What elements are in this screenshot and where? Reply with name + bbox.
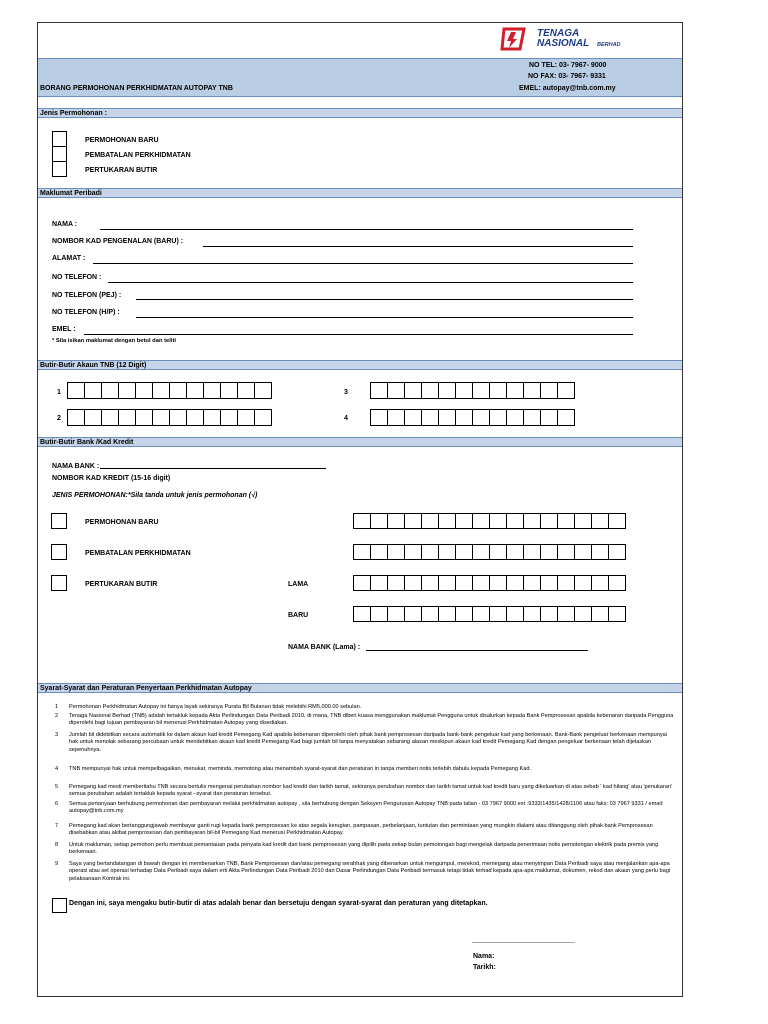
digit-cell[interactable] [490, 575, 507, 591]
bank-option-baru: PERMOHONAN BARU [85, 519, 159, 526]
digit-cell[interactable] [119, 409, 136, 426]
signature-dashes: ------------------------------------------------------------------- [472, 940, 575, 946]
note-isikan: * Sila isikan maklumat dengan betul dan teliti [52, 338, 177, 344]
digit-cell[interactable] [354, 513, 371, 529]
kad-baru-pertukaran-digits[interactable] [353, 606, 626, 622]
checkbox-pembatalan[interactable] [52, 146, 67, 162]
label-tel-pej: NO TELEFON (PEJ) : [52, 292, 122, 299]
label-lama: LAMA [288, 581, 309, 588]
digit-cell[interactable] [371, 606, 388, 622]
digit-cell[interactable] [187, 409, 204, 426]
section-akaun-tnb: Butir-Butir Akaun TNB (12 Digit) [38, 360, 682, 370]
digit-cell[interactable] [371, 513, 388, 529]
digit-cell[interactable] [473, 575, 490, 591]
digit-cell[interactable] [354, 544, 371, 560]
digit-cell[interactable] [609, 606, 626, 622]
digit-cell[interactable] [136, 409, 153, 426]
digit-cell[interactable] [439, 544, 456, 560]
digit-cell[interactable] [354, 606, 371, 622]
digit-cell[interactable] [541, 575, 558, 591]
label-baru: BARU [288, 612, 309, 619]
field-tel[interactable] [108, 282, 633, 283]
digit-cell[interactable] [439, 606, 456, 622]
field-ic[interactable] [203, 246, 633, 247]
bank-checkbox-baru[interactable] [51, 513, 67, 529]
akaun-label-3: 3 [344, 389, 348, 396]
digit-cell[interactable] [153, 382, 170, 399]
label-jenis-permohonan: JENIS PERMOHONAN:*Sila tanda untuk jenis permohonan (√) [52, 492, 258, 499]
akaun-3-digits[interactable] [370, 382, 575, 399]
digit-cell[interactable] [221, 409, 238, 426]
digit-cell[interactable] [388, 513, 405, 529]
section-maklumat-peribadi: Maklumat Peribadi [38, 188, 682, 198]
digit-cell[interactable] [255, 409, 272, 426]
digit-cell[interactable] [388, 575, 405, 591]
section-bank: Butir-Butir Bank /Kad Kredit [38, 437, 682, 447]
term-4: 4 TNB mempunyai hak untuk mempelbagaikan, menukar, meminda, memotong atau menambah syarat-syarat dan peraturan in tanpa memberi notis terlebih dahulu kepada Pemegang Kad. [55, 766, 532, 772]
digit-cell[interactable] [541, 513, 558, 529]
digit-cell[interactable] [371, 575, 388, 591]
digit-cell[interactable] [473, 409, 490, 426]
digit-cell[interactable] [388, 544, 405, 560]
digit-cell[interactable] [68, 382, 85, 399]
label-emel: EMEL : [52, 326, 76, 333]
digit-cell[interactable] [388, 409, 405, 426]
kad-lama-digits[interactable] [353, 575, 626, 591]
digit-cell[interactable] [439, 382, 456, 399]
digit-cell[interactable] [575, 513, 592, 529]
digit-cell[interactable] [422, 606, 439, 622]
option-pertukaran: PERTUKARAN BUTIR [85, 167, 158, 174]
digit-cell[interactable] [119, 382, 136, 399]
akaun-label-1: 1 [57, 389, 61, 396]
digit-cell[interactable] [136, 382, 153, 399]
digit-cell[interactable] [541, 382, 558, 399]
bank-option-pembatalan: PEMBATALAN PERKHIDMATAN [85, 550, 191, 557]
digit-cell[interactable] [558, 606, 575, 622]
digit-cell[interactable] [490, 544, 507, 560]
digit-cell[interactable] [238, 409, 255, 426]
digit-cell[interactable] [575, 575, 592, 591]
digit-cell[interactable] [507, 544, 524, 560]
digit-cell[interactable] [170, 409, 187, 426]
form-title: BORANG PERMOHONAN PERKHIDMATAN AUTOPAY TNB [40, 85, 233, 92]
digit-cell[interactable] [221, 382, 238, 399]
digit-cell[interactable] [609, 544, 626, 560]
digit-cell[interactable] [456, 513, 473, 529]
digit-cell[interactable] [405, 575, 422, 591]
digit-cell[interactable] [592, 513, 609, 529]
digit-cell[interactable] [405, 382, 422, 399]
digit-cell[interactable] [85, 382, 102, 399]
checkbox-permohonan-baru[interactable] [52, 131, 67, 147]
digit-cell[interactable] [371, 382, 388, 399]
digit-cell[interactable] [592, 575, 609, 591]
digit-cell[interactable] [609, 575, 626, 591]
contact-email: EMEL: autopay@tnb.com.my [519, 85, 616, 92]
term-6: 6 Semua pertanyaan berhubung permohonan dan pembayaran melalui perkhidmatan autopay , sila berhubung dengan Seksyen Pengurusan Autopay TNB pada talian - 03 7967 9000 ext :9333/1435/1428/1106 atau faks: 03 7967 9331 / email: autopay@tnb.com.my [55, 801, 664, 815]
digit-cell[interactable] [354, 575, 371, 591]
digit-cell[interactable] [422, 544, 439, 560]
field-tel-hp[interactable] [136, 317, 633, 318]
digit-cell[interactable] [204, 409, 221, 426]
digit-cell[interactable] [102, 409, 119, 426]
digit-cell[interactable] [473, 382, 490, 399]
term-7: 7 Pemegang kad akan bertanggungjawab membayar ganti rugi kepada bank pemprosesan ke atas segala kerugian, pampasan, perbelanjaan, tuntutan dan permintaan yang mungkin dialami atau ditanggung oleh pihak bank Pemprosesan disebabkan atau akibat pemprosesan dan pembayaran bil-bil Pemegang Kad menerusi Perkhidmatan Autopay. [55, 823, 653, 837]
term-1: 1 Permohonan Perkhidmatan Autopay ini hanya layak sekiranya Purata Bil Bulanan tidak melebihi RM5,000.00 sebulan. [55, 704, 362, 710]
bank-checkbox-pertukaran[interactable] [51, 575, 67, 591]
logo-line1: TENAGA [537, 28, 580, 39]
declaration-text: Dengan ini, saya mengaku butir-butir di atas adalah benar dan bersetuju dengan syarat-syarat dan peraturan yang ditetapkan. [69, 900, 488, 907]
digit-cell[interactable] [388, 606, 405, 622]
contact-tel: NO TEL: 03- 7967- 9000 [529, 62, 607, 69]
field-tel-pej[interactable] [136, 299, 633, 300]
label-tel-hp: NO TELEFON (H/P) : [52, 309, 120, 316]
label-nombor-kad: NOMBOR KAD KREDIT (15-16 digit) [52, 475, 171, 482]
digit-cell[interactable] [170, 382, 187, 399]
kad-baru-digits[interactable] [353, 513, 626, 529]
digit-cell[interactable] [371, 409, 388, 426]
digit-cell[interactable] [490, 606, 507, 622]
digit-cell[interactable] [473, 544, 490, 560]
digit-cell[interactable] [102, 382, 119, 399]
akaun-1-digits[interactable] [67, 382, 272, 399]
contact-fax: NO FAX: 03- 7967- 9331 [528, 73, 606, 80]
digit-cell[interactable] [456, 382, 473, 399]
digit-cell[interactable] [371, 544, 388, 560]
digit-cell[interactable] [524, 575, 541, 591]
section-syarat: Syarat-Syarat dan Peraturan Penyertaan Perkhidmatan Autopay [38, 683, 682, 693]
digit-cell[interactable] [541, 409, 558, 426]
bank-option-pertukaran: PERTUKARAN BUTIR [85, 581, 158, 588]
label-signature-tarikh: Tarikh: [473, 964, 496, 971]
digit-cell[interactable] [439, 575, 456, 591]
bank-checkbox-pembatalan[interactable] [51, 544, 67, 560]
term-9: 9 Saya yang bertandatangan di bawah dengan ini membenarkan TNB, Bank Pemprosesan dan/atau pemegang serahhak yang dibenarkan untuk mengumpul, merekod, memegang atau menyimpan Data Peribadi saya atau menjalankan apa-apa operasi atau set operasi terhadap Data Peribadi saya dalam erti Akta Perlindungan Data Peribadi 2010 dan Dasar Perlindungan Data Peribadi termasuk tetapi tidak terhad kepada apa-apa maklumat, dokumen, rekod dan akaun yang perlu bagi pelaksanaan Kontrak ini. [55, 861, 671, 882]
digit-cell[interactable] [524, 544, 541, 560]
digit-cell[interactable] [422, 575, 439, 591]
digit-cell[interactable] [507, 409, 524, 426]
digit-cell[interactable] [238, 382, 255, 399]
digit-cell[interactable] [422, 382, 439, 399]
digit-cell[interactable] [558, 544, 575, 560]
digit-cell[interactable] [490, 382, 507, 399]
digit-cell[interactable] [592, 606, 609, 622]
checkbox-pertukaran[interactable] [52, 161, 67, 177]
akaun-label-2: 2 [57, 415, 61, 422]
digit-cell[interactable] [507, 382, 524, 399]
digit-cell[interactable] [541, 544, 558, 560]
digit-cell[interactable] [490, 513, 507, 529]
digit-cell[interactable] [473, 606, 490, 622]
digit-cell[interactable] [507, 606, 524, 622]
digit-cell[interactable] [541, 606, 558, 622]
digit-cell[interactable] [575, 606, 592, 622]
akaun-2-digits[interactable] [67, 409, 272, 426]
term-8: 8 Untuk makluman, setiap pemohon perlu membuat pemantauan pada penyata kad kredit dari bank pemprosesan yang dipilih pada setiap bulan pemotongan bagi mengelak daripada penerimaan notis pemotongan elektrik pada premis yang berkenaan. [55, 842, 659, 856]
label-nama: NAMA : [52, 221, 78, 228]
digit-cell[interactable] [85, 409, 102, 426]
digit-cell[interactable] [422, 513, 439, 529]
akaun-label-4: 4 [344, 415, 348, 422]
term-2: 2 Tenaga Nasional Berhad (TNB) adalah tertakluk kepada Akta Perlindungan Data Peribadi 2010, di mana, TNB diberi kuasa menggunakan maklumat Pengguna untuk disalurkan kepada Bank Pemprosesan apabila kebenaran daripada Pengguna diperolehi bagi tujuan pembayaran bil menerusi Perkhidmatan Autopay yang disediakan. [55, 713, 674, 727]
digit-cell[interactable] [524, 409, 541, 426]
digit-cell[interactable] [507, 575, 524, 591]
kad-pembatalan-digits[interactable] [353, 544, 626, 560]
digit-cell[interactable] [473, 513, 490, 529]
logo-line2: NASIONAL [537, 38, 590, 49]
digit-cell[interactable] [405, 606, 422, 622]
digit-cell[interactable] [524, 606, 541, 622]
label-ic: NOMBOR KAD PENGENALAN (BARU) : [52, 238, 184, 245]
digit-cell[interactable] [558, 382, 575, 399]
digit-cell[interactable] [524, 513, 541, 529]
digit-cell[interactable] [558, 513, 575, 529]
digit-cell[interactable] [388, 382, 405, 399]
field-emel[interactable] [84, 334, 633, 335]
declaration-checkbox[interactable] [52, 898, 67, 913]
option-permohonan-baru: PERMOHONAN BARU [85, 137, 159, 144]
label-nama-bank-lama: NAMA BANK (Lama) : [288, 644, 361, 651]
digit-cell[interactable] [558, 575, 575, 591]
digit-cell[interactable] [558, 409, 575, 426]
digit-cell[interactable] [439, 409, 456, 426]
akaun-4-digits[interactable] [370, 409, 575, 426]
digit-cell[interactable] [609, 513, 626, 529]
term-5: 5 Pemegang kad mesti memberitahu TNB secara bertulis mengenai perubahan nombor kad kredit dan tarikh tamat, sekiranya perubahan nombor dan tarikh tamat untuk kad kredit baru yang dikeluarkan di atas sebab ' kad hilang' atau 'penukaran' semua perubahan adalah tertakluk kepada syarat –syarat dan peraturan tersebut. [55, 784, 673, 798]
digit-cell[interactable] [456, 606, 473, 622]
section-jenis-permohonan: Jenis Permohonan : [38, 108, 682, 118]
option-pembatalan: PEMBATALAN PERKHIDMATAN [85, 152, 191, 159]
digit-cell[interactable] [575, 544, 592, 560]
digit-cell[interactable] [592, 544, 609, 560]
tnb-logo-icon [500, 27, 528, 51]
digit-cell[interactable] [153, 409, 170, 426]
field-nama-bank-lama[interactable] [366, 650, 588, 651]
term-3: 3 Jumlah bil didebitkan secara automatik ke dalam akaun kad kredit Pemegang Kad apabila kebenaran diperolehi oleh pihak bank pemprosesan daripada bank-bank pengeluar kad yang berkenaan. Bank-Bank pengeluar berkenaan mempunyai hak untuk menolak sebarang percubaan untuk mendebitkan akaun kad kredit Pemegang Kad bagi jumlah bil tanpa menyatakan sebarang alasan meskipun akaun kad kredit Pemegang Kad dengan pengeluar berkenaan telah dijelaskan sepenuhnya. [55, 732, 667, 753]
digit-cell[interactable] [439, 513, 456, 529]
digit-cell[interactable] [204, 382, 221, 399]
digit-cell[interactable] [255, 382, 272, 399]
digit-cell[interactable] [490, 409, 507, 426]
digit-cell[interactable] [456, 409, 473, 426]
digit-cell[interactable] [405, 409, 422, 426]
label-signature-nama: Nama: [473, 953, 495, 960]
digit-cell[interactable] [187, 382, 204, 399]
digit-cell[interactable] [456, 575, 473, 591]
field-alamat[interactable] [93, 263, 633, 264]
label-alamat: ALAMAT : [52, 255, 86, 262]
digit-cell[interactable] [405, 544, 422, 560]
digit-cell[interactable] [405, 513, 422, 529]
field-nama[interactable] [100, 229, 633, 230]
digit-cell[interactable] [68, 409, 85, 426]
digit-cell[interactable] [524, 382, 541, 399]
label-tel: NO TELEFON : [52, 274, 102, 281]
logo-suffix: BERHAD [597, 42, 621, 48]
digit-cell[interactable] [456, 544, 473, 560]
digit-cell[interactable] [422, 409, 439, 426]
label-nama-bank: NAMA BANK : [52, 463, 100, 470]
field-nama-bank[interactable] [100, 468, 326, 469]
digit-cell[interactable] [507, 513, 524, 529]
tnb-logo [500, 27, 630, 53]
